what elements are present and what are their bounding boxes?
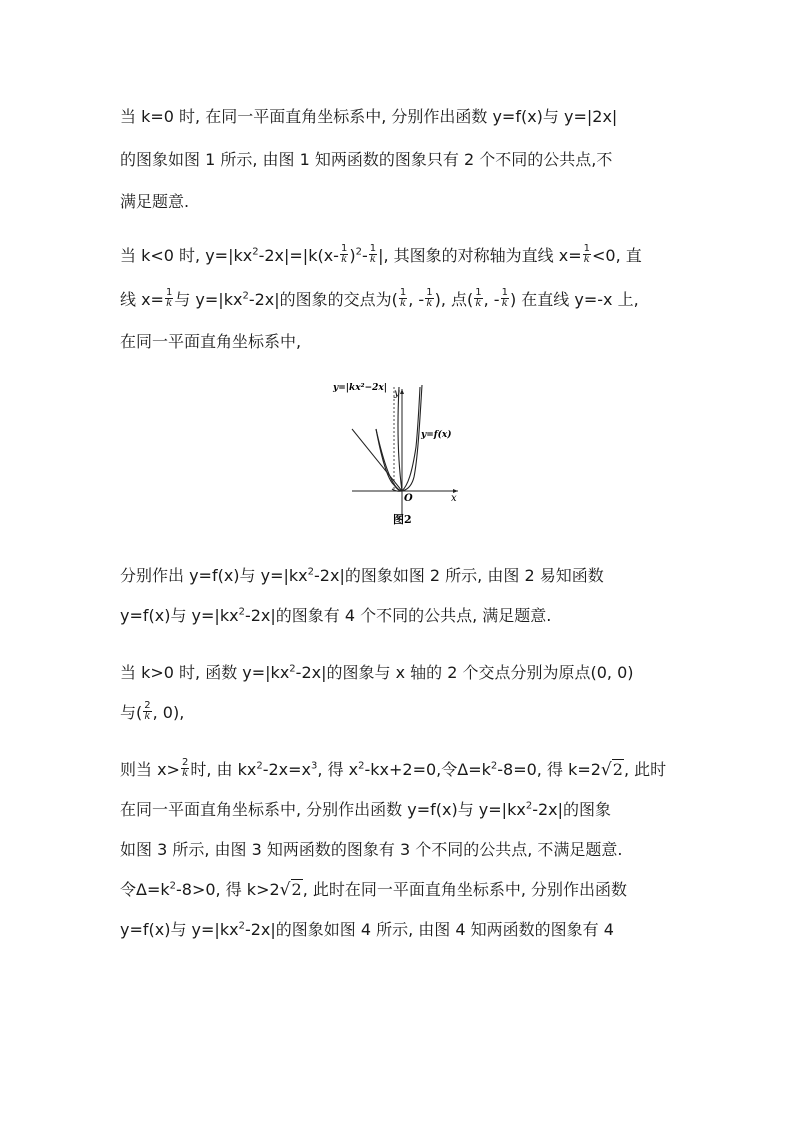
- fraction: [474, 288, 482, 309]
- para3-line1: [120, 566, 604, 586]
- sqrt-value: 2: [612, 760, 623, 779]
- text-span: 则当 x>: [120, 760, 180, 779]
- text-span: , 此时: [623, 760, 667, 779]
- exponent: 2: [238, 920, 245, 932]
- fraction-numerator: 1: [426, 287, 433, 298]
- fraction-denominator: k: [583, 254, 590, 265]
- fraction-numerator: 1: [583, 243, 590, 254]
- y-axis-arrow-icon: [400, 389, 404, 394]
- text-span: 与 y=|kx: [174, 290, 243, 309]
- fraction-numerator: 1: [501, 287, 508, 298]
- text-span: 当 k=0 时, 在同一平面直角坐标系中, 分别作出函数 y=f(x)与 y=|2x|: [120, 107, 618, 126]
- fraction-numerator: 1: [340, 243, 348, 254]
- fraction: [425, 288, 433, 309]
- text-span: -2x|的图象如图 2 所示, 由图 2 易知函数: [314, 566, 604, 585]
- exponent: 2: [490, 760, 498, 772]
- text-span: 线 x=: [120, 290, 164, 309]
- para1-line2: [120, 150, 612, 170]
- text-span: -2x|的图象: [532, 800, 612, 819]
- fraction-numerator: 1: [475, 287, 482, 298]
- text-span: 令Δ=k: [120, 880, 170, 899]
- text-span: -2x|的图象的交点为(: [248, 290, 398, 309]
- fraction: [501, 288, 509, 309]
- fraction-numerator: 2: [181, 757, 189, 768]
- origin-label: O: [404, 493, 413, 504]
- text-span: -8>0, 得 k>2: [176, 880, 280, 899]
- text-span: , 0),: [152, 703, 185, 722]
- sqrt-expression: [280, 880, 303, 900]
- text-span: -2x=x: [262, 760, 312, 779]
- sqrt-value: 2: [291, 880, 302, 899]
- text-span: y=f(x)与 y=|kx: [120, 606, 239, 625]
- fraction: [181, 758, 189, 779]
- fraction-numerator: 1: [399, 287, 407, 298]
- text-span: |, 其图象的对称轴为直线 x=: [378, 246, 582, 265]
- para3-line2: [120, 606, 551, 626]
- para5-line1: [120, 757, 667, 781]
- fraction: [143, 701, 151, 722]
- fraction-numerator: 1: [369, 243, 377, 254]
- exponent: 2: [169, 880, 176, 892]
- para4-line2: [120, 700, 185, 724]
- fx-label: y=f(x): [421, 430, 452, 440]
- text-span: -: [361, 246, 368, 265]
- fraction-denominator: k: [426, 298, 433, 309]
- fraction-denominator: k: [341, 254, 348, 265]
- para2-line3: [120, 332, 301, 352]
- para2-line1: [120, 243, 642, 267]
- fraction: [369, 244, 377, 265]
- text-span: ): [349, 246, 356, 265]
- para1-line1: [120, 107, 617, 127]
- text-span: , -: [408, 290, 425, 309]
- para5-line4: [120, 880, 627, 900]
- fraction-denominator: k: [475, 298, 482, 309]
- exponent: 2: [358, 760, 365, 772]
- text-span: 满足题意.: [120, 192, 190, 211]
- text-span: 当 k>0 时, 函数 y=|kx: [120, 663, 290, 682]
- text-span: 的图象如图 1 所示, 由图 1 知两函数的图象只有 2 个不同的公共点,不: [120, 150, 613, 169]
- fraction-numerator: 1: [165, 287, 173, 298]
- text-span: <0, 直: [592, 246, 642, 265]
- exponent: 2: [289, 663, 296, 675]
- fraction: [399, 288, 407, 309]
- exponent: 2: [355, 246, 362, 258]
- text-span: -2x|=|k(x-: [258, 246, 339, 265]
- figure-label-abs: y=|kx²−2x|: [333, 383, 388, 393]
- text-span: -2x|的图象如图 4 所示, 由图 4 知两函数的图象有 4: [244, 920, 614, 939]
- para4-line1: [120, 663, 634, 683]
- text-span: 在同一平面直角坐标系中, 分别作出函数 y=f(x)与 y=|kx: [120, 800, 526, 819]
- abs-quadratic-right-branch: [402, 387, 420, 491]
- figure-caption: 图2: [393, 513, 412, 525]
- y-axis-label: y: [394, 388, 400, 399]
- text-span: , -: [483, 290, 500, 309]
- text-span: -kx+2=0,令Δ=k: [364, 760, 491, 779]
- text-span: 分别作出 y=f(x)与 y=|kx: [120, 566, 308, 585]
- text-span: y=f(x)与 y=|kx: [120, 920, 239, 939]
- para5-line3: [120, 840, 623, 860]
- exponent: 2: [238, 606, 245, 618]
- fraction: [583, 244, 591, 265]
- sqrt-sign: √: [600, 760, 612, 780]
- text-span: -8=0, 得 k=2: [497, 760, 601, 779]
- fx-curve: [392, 385, 422, 491]
- fraction-denominator: k: [501, 298, 508, 309]
- fraction-denominator: k: [400, 298, 407, 309]
- text-span: 时, 由 kx: [190, 760, 257, 779]
- fraction-numerator: 2: [144, 700, 151, 711]
- fraction-denominator: k: [144, 711, 151, 722]
- text-span: ) 在直线 y=-x 上,: [509, 290, 639, 309]
- para2-line2: [120, 287, 639, 311]
- exponent: 2: [525, 800, 533, 812]
- exponent: 2: [256, 760, 263, 772]
- para5-line5: [120, 920, 614, 940]
- text-span: 当 k<0 时, y=|kx: [120, 246, 253, 265]
- sqrt-expression: [601, 760, 624, 780]
- fraction-denominator: k: [166, 298, 173, 309]
- text-span: 在同一平面直角坐标系中,: [120, 332, 302, 351]
- para1-line3: [120, 192, 189, 212]
- text-span: 如图 3 所示, 由图 3 知两函数的图象有 3 个不同的公共点, 不满足题意.: [120, 840, 623, 859]
- text-span: , 此时在同一平面直角坐标系中, 分别作出函数: [302, 880, 628, 899]
- para5-line2: [120, 800, 611, 820]
- text-span: -2x|的图象与 x 轴的 2 个交点分别为原点(0, 0): [295, 663, 634, 682]
- exponent: 2: [307, 566, 315, 578]
- text-span: -2x|的图象有 4 个不同的公共点, 满足题意.: [244, 606, 552, 625]
- exponent: 2: [242, 290, 249, 302]
- function-graph-figure: [330, 377, 465, 525]
- x-axis-label: x: [451, 493, 457, 504]
- exponent: 2: [252, 246, 259, 258]
- text-span: , 得 x: [317, 760, 359, 779]
- fraction: [165, 288, 173, 309]
- fraction: [340, 244, 348, 265]
- text-span: ), 点(: [434, 290, 474, 309]
- line-y-neg-x: [352, 429, 402, 491]
- sqrt-sign: √: [279, 880, 291, 900]
- fraction-denominator: k: [369, 254, 376, 265]
- fraction-denominator: k: [182, 768, 189, 779]
- exponent: 3: [311, 760, 318, 772]
- text-span: 与(: [120, 703, 143, 722]
